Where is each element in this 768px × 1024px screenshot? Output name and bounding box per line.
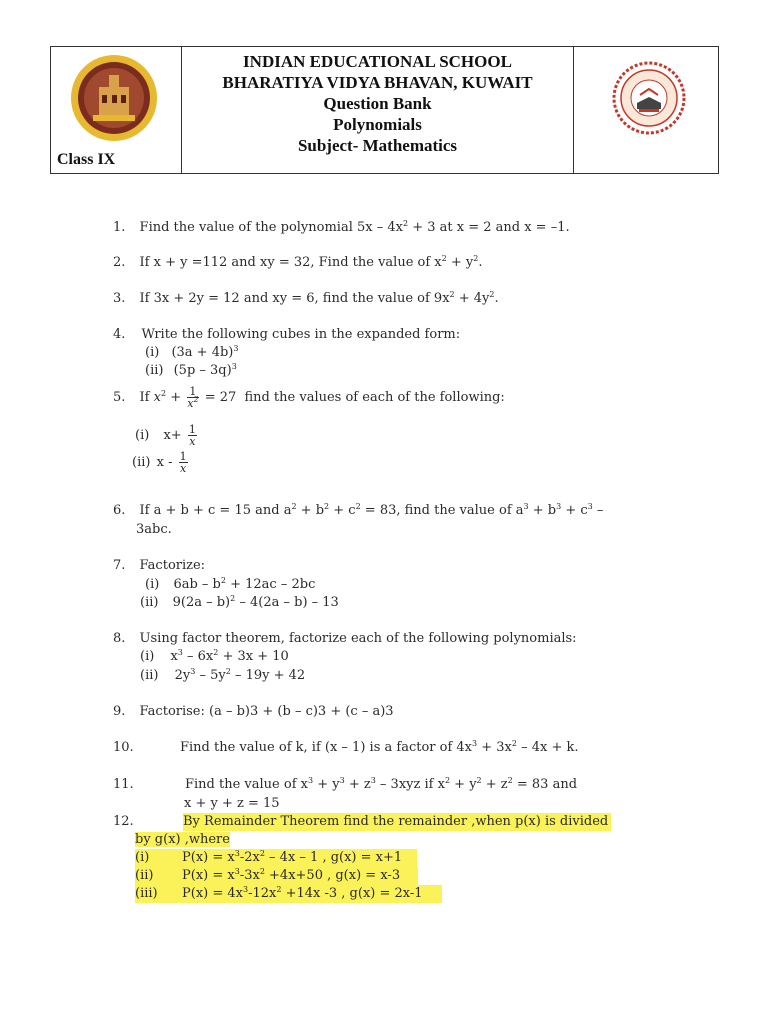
part-expression-part: – 6x xyxy=(182,649,214,664)
question-text-tail: + y xyxy=(446,255,474,270)
question-text-part: + c xyxy=(329,503,356,518)
part-label: (ii) xyxy=(140,595,159,610)
part-expression: x - xyxy=(156,455,173,470)
part-expression: 9(2a – b) xyxy=(172,595,231,610)
question-number: 4. xyxy=(113,327,126,342)
part-label: (i) xyxy=(135,428,150,443)
part-expression: x+ xyxy=(163,428,182,443)
question-text-tail: + 3 at x = 2 and x = –1. xyxy=(408,220,570,235)
exponent: 2 xyxy=(355,502,361,511)
school-branch: BHARATIYA VIDYA BHAVAN, KUWAIT xyxy=(222,73,533,92)
fraction xyxy=(187,386,198,409)
part-expression-wrap xyxy=(182,885,423,903)
question-number: 9. xyxy=(113,704,126,719)
part-expression: P(x) = x xyxy=(182,850,235,865)
question-text: If xyxy=(139,390,150,405)
part-label: (i) xyxy=(145,577,160,592)
question-text: Using factor theorem, factorize each of the following polynomials: xyxy=(139,631,577,646)
header-right-cell xyxy=(574,47,718,173)
header-title-cell xyxy=(182,47,574,173)
part-expression: (3a + 4b) xyxy=(171,345,234,360)
question-text-part: + y xyxy=(313,777,340,792)
part-label: (ii) xyxy=(145,363,164,378)
exponent: 3 xyxy=(234,867,240,876)
part-expression: 2y xyxy=(174,668,191,683)
question-text: If x + y =112 and xy = 32, Find the value of x xyxy=(139,255,442,270)
question-number: 6. xyxy=(113,503,126,518)
exponent: 3 xyxy=(307,776,314,785)
part-expression-part: -3x xyxy=(239,868,260,883)
question-text-part: + z xyxy=(344,777,371,792)
math-var: x xyxy=(153,390,161,405)
question-number: 8. xyxy=(113,631,126,646)
class-label: Class IX xyxy=(57,151,116,168)
part-expression: P(x) = x xyxy=(182,868,235,883)
question-12-part-ii xyxy=(135,867,418,885)
question-text: Write the following cubes in the expanded form: xyxy=(141,327,461,342)
question-9 xyxy=(113,703,394,721)
question-12-part-iii xyxy=(135,885,442,903)
question-text-part: = 83, find the value of a xyxy=(360,503,524,518)
part-expression-wrap xyxy=(182,849,402,867)
school-seal-logo xyxy=(612,61,686,135)
exponent: 3 xyxy=(587,502,593,511)
exponent: 2 xyxy=(291,502,297,511)
question-text-part: + y xyxy=(450,777,477,792)
math-var: x xyxy=(187,397,194,410)
question-10 xyxy=(113,739,579,757)
exponent: 2 xyxy=(193,395,199,404)
exponent: 2 xyxy=(449,290,455,299)
question-text-part: + 3x xyxy=(477,740,512,755)
numerator: 1 xyxy=(188,423,196,436)
part-label: (i) xyxy=(145,345,160,360)
question-text: If 3x + 2y = 12 and xy = 6, find the value of 9x xyxy=(139,291,450,306)
denominator: x xyxy=(189,435,196,448)
question-number: 3. xyxy=(113,291,126,306)
denominator xyxy=(187,395,199,410)
question-5: 5. If $x^2$ + $\frac{1}{x^2}$ = 27 find the values of each of the following: xyxy=(113,385,505,410)
question-text-part: + c xyxy=(561,503,588,518)
school-emblem-logo xyxy=(69,53,159,143)
part-expression: (5p – 3q) xyxy=(173,363,232,378)
exponent: 2 xyxy=(220,576,226,585)
question-text-part: = 83 and xyxy=(512,777,578,792)
question-text: If a + b + c = 15 and a xyxy=(139,503,292,518)
question-4-part-i xyxy=(145,344,238,362)
exponent: 2 xyxy=(441,254,447,263)
part-expression-tail: – 4(2a – b) – 13 xyxy=(235,595,339,610)
question-text: Find the value of k, if (x – 1) is a factor of 4x xyxy=(180,740,472,755)
question-6 xyxy=(113,502,603,520)
exponent: 2 xyxy=(473,254,479,263)
question-5-part-ii xyxy=(132,451,190,474)
exponent: 3 xyxy=(234,849,240,858)
exponent: 2 xyxy=(444,776,451,785)
denominator: x xyxy=(180,462,187,475)
subject-title: Subject- Mathematics xyxy=(297,136,458,155)
exponent: 2 xyxy=(230,594,236,603)
question-text-tail: + 4y xyxy=(454,291,490,306)
question-5-part-i xyxy=(135,424,199,447)
question-text: Find the value of the polynomial 5x – 4x xyxy=(139,220,403,235)
header-left-cell xyxy=(51,47,182,173)
question-number: 10. xyxy=(113,740,134,755)
exponent: 3 xyxy=(177,648,183,657)
exponent: 3 xyxy=(523,502,529,511)
question-number: 12. xyxy=(113,814,134,829)
question-4-part-ii xyxy=(145,362,237,380)
numerator: 1 xyxy=(179,450,187,463)
question-text-part: + b xyxy=(296,503,325,518)
question-text-tail: find the values of each of the following: xyxy=(244,390,505,405)
question-11-line-2: x + y + z = 15 xyxy=(184,796,280,811)
part-label: (iii) xyxy=(135,886,158,901)
exponent: 2 xyxy=(507,776,513,785)
question-number: 11. xyxy=(113,777,134,792)
part-expression-tail: + 3x + 10 xyxy=(218,649,289,664)
part-label: (ii) xyxy=(140,668,159,683)
question-7-part-i xyxy=(145,576,315,594)
question-text-wrap xyxy=(185,776,577,794)
exponent: 2 xyxy=(160,389,167,398)
question-number: 5. xyxy=(113,390,126,405)
question-7-part-ii xyxy=(140,594,339,612)
question-text-end: . xyxy=(478,255,483,270)
fraction xyxy=(188,424,197,447)
part-expression: 6ab – b xyxy=(173,577,221,592)
question-8-part-i xyxy=(140,648,289,666)
question-1 xyxy=(113,219,570,237)
question-text-part: + z xyxy=(481,777,508,792)
question-text: Factorise: (a – b)3 + (b – c)3 + (c – a)3 xyxy=(139,704,394,719)
part-expression-part: -2x xyxy=(239,850,260,865)
question-text: by g(x) ,where xyxy=(135,832,230,847)
question-text-end: . xyxy=(494,291,499,306)
exponent: 2 xyxy=(489,290,495,299)
exponent: 3 xyxy=(339,776,345,785)
question-text-wrap xyxy=(180,739,579,757)
part-expression-wrap xyxy=(182,867,400,885)
exponent: 3 xyxy=(472,739,478,748)
question-4 xyxy=(113,326,460,344)
part-expression-tail: – 19y + 42 xyxy=(230,668,306,683)
part-expression-part: -12x xyxy=(248,886,277,901)
exponent: 2 xyxy=(259,849,265,858)
question-number: 1. xyxy=(113,220,126,235)
question-12-line-2 xyxy=(135,831,230,849)
question-6-line-2: 3abc. xyxy=(136,522,172,537)
question-text-part: – 3xyz if x xyxy=(375,777,445,792)
question-text: Factorize: xyxy=(139,558,206,573)
part-label: (i) xyxy=(140,649,155,664)
part-expression: P(x) = 4x xyxy=(182,886,243,901)
exponent: 3 xyxy=(556,502,562,511)
question-8-part-ii xyxy=(140,667,305,685)
question-text-tail: – 4x + k. xyxy=(516,740,579,755)
topic-title: Polynomials xyxy=(333,115,422,134)
question-11 xyxy=(113,776,578,794)
part-expression-part: – 5y xyxy=(195,668,226,683)
question-7 xyxy=(113,557,205,575)
question-12-part-i xyxy=(135,849,417,867)
exponent: 2 xyxy=(225,667,231,676)
exponent: 3 xyxy=(190,667,196,676)
exponent: 2 xyxy=(511,739,517,748)
exponent: 3 xyxy=(242,885,249,894)
school-name: INDIAN EDUCATIONAL SCHOOL xyxy=(243,52,512,71)
exponent: 2 xyxy=(324,502,330,511)
part-expression-tail: + 12ac – 2bc xyxy=(225,577,316,592)
question-12 xyxy=(113,813,609,831)
part-label: (i) xyxy=(135,850,150,865)
question-8 xyxy=(113,630,577,648)
part-label: (ii) xyxy=(132,455,151,470)
question-text: By Remainder Theorem find the remainder ,when p(x) is divided xyxy=(183,813,611,831)
exponent: 2 xyxy=(276,885,282,894)
question-2 xyxy=(113,254,482,272)
exponent: 3 xyxy=(231,362,237,371)
fraction xyxy=(179,451,188,474)
exponent: 2 xyxy=(402,219,409,228)
question-number: 7. xyxy=(113,558,126,573)
part-expression-tail: – 4x – 1 , g(x) = x+1 xyxy=(264,850,403,865)
question-text-part: + b xyxy=(528,503,557,518)
document-type: Question Bank xyxy=(323,94,432,113)
numerator: 1 xyxy=(187,386,198,398)
question-text: Find the value of x xyxy=(185,777,308,792)
exponent: 2 xyxy=(259,867,265,876)
question-3 xyxy=(113,290,499,308)
exponent: 2 xyxy=(476,776,482,785)
part-expression-tail: +4x+50 , g(x) = x-3 xyxy=(264,868,401,883)
part-expression: x xyxy=(170,649,178,664)
exponent: 2 xyxy=(213,648,219,657)
exponent: 3 xyxy=(370,776,376,785)
question-text-part: – xyxy=(592,503,604,518)
part-expression-tail: +14x -3 , g(x) = 2x-1 xyxy=(281,886,423,901)
exponent: 3 xyxy=(233,344,239,353)
header-table xyxy=(50,46,719,174)
equation-value: = 27 xyxy=(204,390,237,405)
question-number: 2. xyxy=(113,255,126,270)
part-label: (ii) xyxy=(135,868,154,883)
